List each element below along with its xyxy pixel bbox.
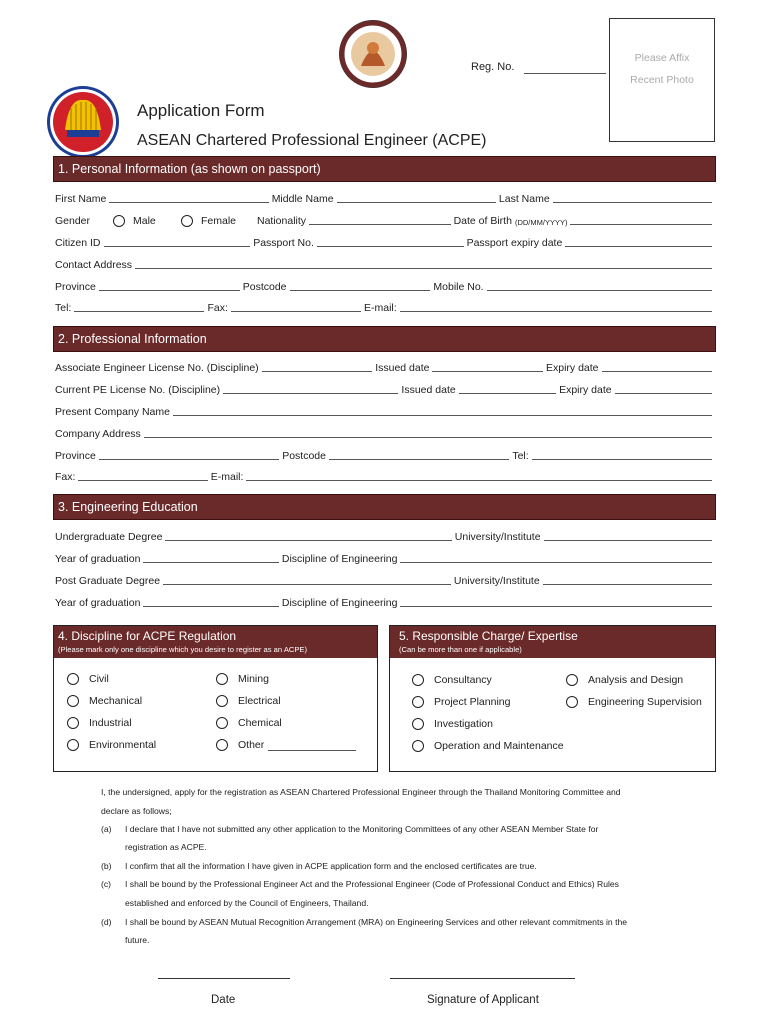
section5-note: (Can be more than one if applicable)	[399, 645, 522, 654]
undergrad-label: Undergraduate Degree	[55, 531, 163, 543]
email-label: E-mail:	[364, 302, 397, 314]
postgrad-university-label: University/Institute	[453, 575, 540, 587]
section3-header	[53, 494, 716, 520]
postgrad-year-row	[55, 595, 715, 609]
middle-name-label: Middle Name	[271, 193, 334, 205]
other-field[interactable]	[268, 740, 356, 751]
mechanical-label: Mechanical	[89, 695, 143, 707]
undergrad-year-field[interactable]	[143, 561, 278, 563]
operation-maintenance-label: Operation and Maintenance	[434, 740, 564, 752]
section3-title: 3. Engineering Education	[58, 500, 198, 514]
expertise-analysis-design[interactable]	[566, 674, 683, 686]
fax-field[interactable]	[231, 310, 361, 312]
present-company-row	[55, 404, 715, 418]
company-province-label: Province	[55, 450, 96, 462]
section1-header	[53, 156, 716, 182]
section4-title: 4. Discipline for ACPE Regulation	[58, 629, 237, 643]
present-company-field[interactable]	[173, 414, 712, 416]
other-radio[interactable]	[216, 739, 228, 751]
company-province-field[interactable]	[99, 458, 279, 460]
assoc-expiry-label: Expiry date	[545, 362, 599, 374]
gender-row	[55, 213, 715, 227]
company-fax-label: Fax:	[55, 471, 76, 483]
tel-row	[55, 300, 715, 314]
first-name-field[interactable]	[109, 201, 268, 203]
id-row	[55, 235, 715, 249]
declaration-intro-2: declare as follows;	[101, 806, 172, 816]
company-email-field[interactable]	[246, 479, 712, 481]
contact-address-label: Contact Address	[55, 259, 133, 271]
civil-label: Civil	[89, 673, 109, 685]
assoc-license-label: Associate Engineer License No. (Discipline)	[55, 362, 259, 374]
undergrad-row	[55, 529, 715, 543]
postgrad-row	[55, 573, 715, 587]
postgrad-discipline-label: Discipline of Engineering	[281, 597, 398, 609]
section5-box	[389, 625, 716, 772]
investigation-radio[interactable]	[412, 718, 424, 730]
chemical-label: Chemical	[238, 717, 282, 729]
declaration-c-line2: established and enforced by the Council of Engineers, Thailand.	[125, 898, 369, 908]
section1-title: 1. Personal Information (as shown on passport)	[58, 162, 321, 176]
electrical-label: Electrical	[238, 695, 281, 707]
section2-title: 2. Professional Information	[58, 332, 207, 346]
declaration-d-line1: I shall be bound by ASEAN Mutual Recognition Arrangement (MRA) on Engineering Services and other relevant commitments in the	[125, 917, 628, 927]
analysis-design-label: Analysis and Design	[588, 674, 684, 686]
mechanical-radio[interactable]	[67, 695, 79, 707]
industrial-label: Industrial	[89, 717, 132, 729]
tel-field[interactable]	[74, 310, 204, 312]
email-field[interactable]	[400, 310, 712, 312]
photo-label-1: Please Affix	[634, 52, 690, 64]
tel-label: Tel:	[55, 302, 72, 314]
declaration-a-line2: registration as ACPE.	[125, 842, 207, 852]
postcode-label: Postcode	[242, 281, 287, 293]
company-fax-row	[55, 469, 715, 483]
company-postcode-label: Postcode	[282, 450, 326, 462]
middle-name-field[interactable]	[337, 201, 496, 203]
postgrad-year-label: Year of graduation	[55, 597, 141, 609]
engineering-supervision-label: Engineering Supervision	[588, 696, 702, 708]
pe-license-field[interactable]	[223, 392, 398, 394]
section2-header	[53, 326, 716, 352]
undergrad-discipline-field[interactable]	[400, 561, 712, 563]
company-email-label: E-mail:	[210, 471, 244, 483]
assoc-license-row	[55, 360, 715, 374]
other-label: Other	[238, 739, 265, 751]
expertise-consultancy[interactable]	[412, 674, 492, 686]
electrical-radio[interactable]	[216, 695, 228, 707]
company-address-row	[55, 426, 715, 440]
industrial-radio[interactable]	[67, 717, 79, 729]
postgrad-field[interactable]	[163, 583, 451, 585]
chemical-radio[interactable]	[216, 717, 228, 729]
section5-header	[390, 626, 715, 658]
nationality-label: Nationality	[257, 215, 307, 227]
undergrad-field[interactable]	[165, 539, 451, 541]
discipline-mining[interactable]	[216, 673, 269, 685]
company-address-field[interactable]	[144, 436, 712, 438]
mobile-label: Mobile No.	[433, 281, 484, 293]
photo-box[interactable]	[609, 18, 715, 142]
declaration-b-line1: I confirm that all the information I have given in ACPE application form and the enclosed certificates are true.	[125, 861, 537, 871]
assoc-expiry-field[interactable]	[602, 370, 713, 372]
investigation-label: Investigation	[434, 718, 493, 730]
declaration-intro-1: I, the undersigned, apply for the registration as ASEAN Chartered Professional Engineer through the Thailand Monitoring Committee and	[101, 787, 621, 797]
pe-license-label: Current PE License No. (Discipline)	[55, 384, 221, 396]
assoc-license-field[interactable]	[262, 370, 373, 372]
contact-address-field[interactable]	[135, 267, 712, 269]
photo-label-2: Recent Photo	[630, 74, 694, 86]
postgrad-discipline-field[interactable]	[400, 605, 712, 607]
passport-expiry-field[interactable]	[565, 245, 712, 247]
date-label: Date	[211, 994, 236, 1006]
pe-expiry-label: Expiry date	[559, 384, 612, 396]
undergrad-year-row	[55, 551, 715, 565]
undergrad-university-label: University/Institute	[454, 531, 541, 543]
postgrad-university-field[interactable]	[543, 583, 712, 585]
company-address-label: Company Address	[55, 428, 141, 440]
dob-format: (DD/MM/YYYY)	[514, 218, 568, 227]
undergrad-discipline-label: Discipline of Engineering	[281, 553, 398, 565]
discipline-chemical[interactable]	[216, 717, 282, 729]
asean-logo	[45, 84, 121, 160]
consultancy-label: Consultancy	[434, 674, 492, 686]
mobile-field[interactable]	[487, 289, 712, 291]
female-label: Female	[201, 215, 237, 227]
mining-radio[interactable]	[216, 673, 228, 685]
company-tel-label: Tel:	[512, 450, 529, 462]
reg-no-field[interactable]	[524, 73, 606, 74]
pe-license-row	[55, 382, 715, 396]
section4-header	[54, 626, 377, 658]
postgrad-label: Post Graduate Degree	[55, 575, 161, 587]
first-name-label: First Name	[55, 193, 107, 205]
postcode-field[interactable]	[290, 289, 431, 291]
pe-issued-label: Issued date	[401, 384, 456, 396]
signature-label: Signature of Applicant	[427, 994, 539, 1006]
company-fax-field[interactable]	[78, 479, 207, 481]
engineering-supervision-radio[interactable]	[566, 696, 578, 708]
declaration-c-mark: (c)	[101, 879, 112, 889]
discipline-environmental[interactable]	[67, 739, 156, 751]
undergrad-university-field[interactable]	[544, 539, 712, 541]
project-planning-radio[interactable]	[412, 696, 424, 708]
dob-field[interactable]	[570, 223, 712, 225]
male-radio[interactable]	[113, 215, 125, 227]
council-of-engineers-seal	[337, 18, 409, 90]
last-name-label: Last Name	[498, 193, 550, 205]
assoc-issued-field[interactable]	[432, 370, 543, 372]
declaration-d-mark: (d)	[101, 917, 112, 927]
declaration-d-line2: future.	[125, 935, 150, 945]
consultancy-radio[interactable]	[412, 674, 424, 686]
company-province-row	[55, 448, 715, 462]
passport-expiry-label: Passport expiry date	[466, 237, 563, 249]
project-planning-label: Project Planning	[434, 696, 511, 708]
nationality-field[interactable]	[309, 223, 451, 225]
signature-line[interactable]	[390, 978, 575, 979]
discipline-other[interactable]	[216, 739, 356, 751]
operation-maintenance-radio[interactable]	[412, 740, 424, 752]
company-postcode-field[interactable]	[329, 458, 509, 460]
company-tel-field[interactable]	[532, 458, 712, 460]
undergrad-year-label: Year of graduation	[55, 553, 141, 565]
expertise-project-planning[interactable]	[412, 696, 510, 708]
section5-title: 5. Responsible Charge/ Expertise	[399, 629, 578, 643]
citizen-id-field[interactable]	[104, 245, 251, 247]
gender-label: Gender	[55, 215, 91, 227]
present-company-label: Present Company Name	[55, 406, 170, 418]
discipline-mechanical[interactable]	[67, 695, 142, 707]
declaration-a-mark: (a)	[101, 824, 112, 834]
environmental-radio[interactable]	[67, 739, 79, 751]
passport-no-field[interactable]	[317, 245, 464, 247]
environmental-label: Environmental	[89, 739, 157, 751]
fax-label: Fax:	[207, 302, 228, 314]
province-row	[55, 279, 715, 293]
section4-note: (Please mark only one discipline which you desire to register as an ACPE)	[58, 645, 308, 654]
reg-no-label: Reg. No.	[471, 61, 515, 73]
section4-box	[53, 625, 378, 772]
name-row	[55, 191, 715, 205]
postgrad-year-field[interactable]	[143, 605, 278, 607]
female-radio[interactable]	[181, 215, 193, 227]
declaration-b-mark: (b)	[101, 861, 112, 871]
citizen-id-label: Citizen ID	[55, 237, 101, 249]
discipline-industrial[interactable]	[67, 717, 132, 729]
form-subtitle: ASEAN Chartered Professional Engineer (ACPE)	[137, 132, 487, 149]
male-label: Male	[133, 215, 156, 227]
form-title: Application Form	[137, 101, 265, 120]
last-name-field[interactable]	[553, 201, 712, 203]
assoc-issued-label: Issued date	[375, 362, 430, 374]
expertise-investigation[interactable]	[412, 718, 493, 730]
discipline-civil[interactable]	[67, 673, 109, 685]
expertise-operation-maintenance[interactable]	[412, 740, 564, 752]
province-label: Province	[55, 281, 96, 293]
analysis-design-radio[interactable]	[566, 674, 578, 686]
province-field[interactable]	[99, 289, 240, 291]
discipline-electrical[interactable]	[216, 695, 281, 707]
declaration-a-line1: I declare that I have not submitted any other application to the Monitoring Committees of any other ASEAN Member State for	[125, 824, 599, 834]
passport-no-label: Passport No.	[253, 237, 314, 249]
pe-issued-field[interactable]	[459, 392, 556, 394]
date-line[interactable]	[158, 978, 290, 979]
dob-label: Date of Birth	[453, 215, 512, 227]
declaration-c-line1: I shall be bound by the Professional Engineer Act and the Professional Engineer (Code of Professional Conduct and Ethics) Rules	[125, 879, 619, 889]
contact-address-row	[55, 257, 715, 271]
mining-label: Mining	[238, 673, 269, 685]
pe-expiry-field[interactable]	[615, 392, 712, 394]
expertise-engineering-supervision[interactable]	[566, 696, 702, 708]
civil-radio[interactable]	[67, 673, 79, 685]
